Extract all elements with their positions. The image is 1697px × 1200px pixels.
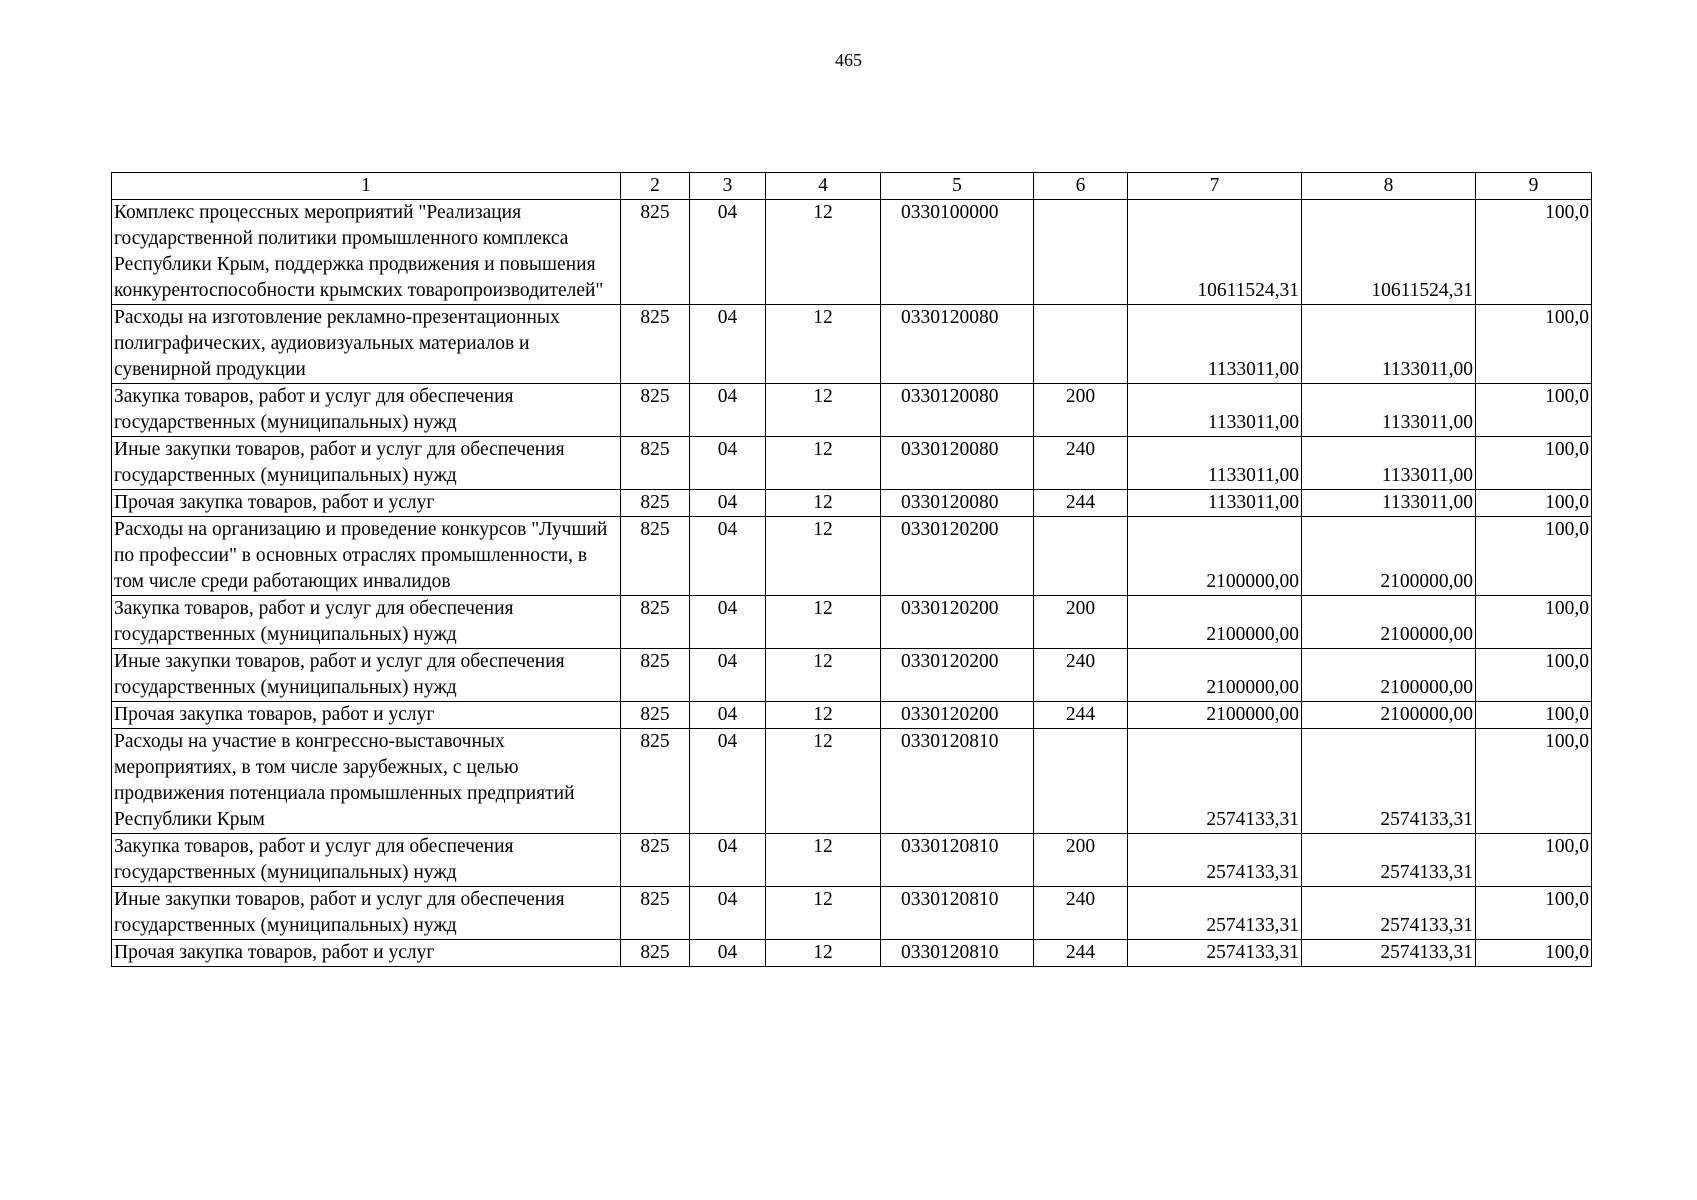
expense-name: Расходы на изготовление рекламно-презентационных полиграфических, аудиовизуальных материалов и сувенирной продукции	[112, 305, 621, 384]
executed-amount: 2574133,31	[1302, 940, 1476, 967]
expense-type-code: 200	[1034, 596, 1128, 649]
subsection-code: 12	[766, 834, 881, 887]
execution-percent: 100,0	[1476, 940, 1592, 967]
subsection-code: 12	[766, 305, 881, 384]
target-article-code: 0330120200	[881, 649, 1034, 702]
expense-type-code: 200	[1034, 384, 1128, 437]
target-article-code: 0330120080	[881, 490, 1034, 517]
expense-type-code: 244	[1034, 702, 1128, 729]
planned-amount: 2574133,31	[1128, 729, 1302, 834]
header-row	[112, 173, 1592, 200]
section-code: 04	[690, 596, 766, 649]
expense-name: Прочая закупка товаров, работ и услуг	[112, 940, 621, 967]
budget-table	[111, 172, 1592, 967]
subsection-code: 12	[766, 200, 881, 305]
table-row	[112, 702, 1592, 729]
column-header: 6	[1034, 173, 1128, 200]
expense-type-code: 244	[1034, 490, 1128, 517]
expense-type-code	[1034, 729, 1128, 834]
expense-name: Иные закупки товаров, работ и услуг для обеспечения государственных (муниципальных) нужд	[112, 649, 621, 702]
planned-amount: 1133011,00	[1128, 305, 1302, 384]
target-article-code: 0330120200	[881, 702, 1034, 729]
ministry-code: 825	[621, 834, 690, 887]
executed-amount: 1133011,00	[1302, 305, 1476, 384]
column-header: 2	[621, 173, 690, 200]
subsection-code: 12	[766, 702, 881, 729]
executed-amount: 2100000,00	[1302, 702, 1476, 729]
planned-amount: 2574133,31	[1128, 834, 1302, 887]
subsection-code: 12	[766, 887, 881, 940]
expense-name: Иные закупки товаров, работ и услуг для обеспечения государственных (муниципальных) нужд	[112, 887, 621, 940]
execution-percent: 100,0	[1476, 887, 1592, 940]
target-article-code: 0330120810	[881, 887, 1034, 940]
section-code: 04	[690, 834, 766, 887]
section-code: 04	[690, 384, 766, 437]
expense-name: Закупка товаров, работ и услуг для обеспечения государственных (муниципальных) нужд	[112, 596, 621, 649]
section-code: 04	[690, 305, 766, 384]
planned-amount: 1133011,00	[1128, 384, 1302, 437]
planned-amount: 2100000,00	[1128, 649, 1302, 702]
expense-name: Расходы на организацию и проведение конкурсов "Лучший по профессии" в основных отраслях промышленности, в том числе среди работающих инвалидов	[112, 517, 621, 596]
expense-type-code: 244	[1034, 940, 1128, 967]
executed-amount: 1133011,00	[1302, 490, 1476, 517]
expense-name: Прочая закупка товаров, работ и услуг	[112, 490, 621, 517]
expense-name: Иные закупки товаров, работ и услуг для обеспечения государственных (муниципальных) нужд	[112, 437, 621, 490]
expense-type-code	[1034, 305, 1128, 384]
executed-amount: 2574133,31	[1302, 729, 1476, 834]
subsection-code: 12	[766, 596, 881, 649]
execution-percent: 100,0	[1476, 596, 1592, 649]
ministry-code: 825	[621, 729, 690, 834]
expense-name: Закупка товаров, работ и услуг для обеспечения государственных (муниципальных) нужд	[112, 834, 621, 887]
executed-amount: 2100000,00	[1302, 596, 1476, 649]
table-row	[112, 200, 1592, 305]
target-article-code: 0330120080	[881, 437, 1034, 490]
executed-amount: 1133011,00	[1302, 384, 1476, 437]
target-article-code: 0330120810	[881, 834, 1034, 887]
executed-amount: 10611524,31	[1302, 200, 1476, 305]
ministry-code: 825	[621, 200, 690, 305]
table-row	[112, 887, 1592, 940]
planned-amount: 1133011,00	[1128, 437, 1302, 490]
subsection-code: 12	[766, 649, 881, 702]
planned-amount: 2100000,00	[1128, 517, 1302, 596]
column-header: 7	[1128, 173, 1302, 200]
section-code: 04	[690, 702, 766, 729]
column-header: 5	[881, 173, 1034, 200]
executed-amount: 2100000,00	[1302, 649, 1476, 702]
table-row	[112, 834, 1592, 887]
table-row	[112, 305, 1592, 384]
ministry-code: 825	[621, 596, 690, 649]
table-row	[112, 437, 1592, 490]
column-header: 3	[690, 173, 766, 200]
executed-amount: 2574133,31	[1302, 834, 1476, 887]
section-code: 04	[690, 729, 766, 834]
execution-percent: 100,0	[1476, 384, 1592, 437]
execution-percent: 100,0	[1476, 437, 1592, 490]
target-article-code: 0330100000	[881, 200, 1034, 305]
column-header: 4	[766, 173, 881, 200]
section-code: 04	[690, 437, 766, 490]
table-row	[112, 940, 1592, 967]
target-article-code: 0330120810	[881, 729, 1034, 834]
column-header: 8	[1302, 173, 1476, 200]
ministry-code: 825	[621, 437, 690, 490]
section-code: 04	[690, 517, 766, 596]
execution-percent: 100,0	[1476, 702, 1592, 729]
ministry-code: 825	[621, 517, 690, 596]
subsection-code: 12	[766, 517, 881, 596]
column-header: 1	[112, 173, 621, 200]
target-article-code: 0330120200	[881, 596, 1034, 649]
section-code: 04	[690, 200, 766, 305]
execution-percent: 100,0	[1476, 834, 1592, 887]
planned-amount: 10611524,31	[1128, 200, 1302, 305]
page-number: 465	[835, 50, 862, 70]
table-row	[112, 517, 1592, 596]
column-header: 9	[1476, 173, 1592, 200]
target-article-code: 0330120200	[881, 517, 1034, 596]
executed-amount: 1133011,00	[1302, 437, 1476, 490]
execution-percent: 100,0	[1476, 517, 1592, 596]
planned-amount: 2100000,00	[1128, 702, 1302, 729]
ministry-code: 825	[621, 887, 690, 940]
ministry-code: 825	[621, 384, 690, 437]
expense-name: Комплекс процессных мероприятий "Реализация государственной политики промышленного комплекса Республики Крым, поддержка продвижения и повышения конкурентоспособности крымских товаропроизводителей"	[112, 200, 621, 305]
execution-percent: 100,0	[1476, 729, 1592, 834]
executed-amount: 2574133,31	[1302, 887, 1476, 940]
executed-amount: 2100000,00	[1302, 517, 1476, 596]
section-code: 04	[690, 490, 766, 517]
section-code: 04	[690, 887, 766, 940]
execution-percent: 100,0	[1476, 305, 1592, 384]
expense-type-code: 240	[1034, 649, 1128, 702]
target-article-code: 0330120080	[881, 384, 1034, 437]
expense-type-code: 200	[1034, 834, 1128, 887]
planned-amount: 2574133,31	[1128, 940, 1302, 967]
expense-type-code	[1034, 200, 1128, 305]
section-code: 04	[690, 649, 766, 702]
ministry-code: 825	[621, 305, 690, 384]
expense-name: Расходы на участие в конгрессно-выставочных мероприятиях, в том числе зарубежных, с целью продвижения потенциала промышленных предприятий Республики Крым	[112, 729, 621, 834]
table-row	[112, 729, 1592, 834]
table-row	[112, 384, 1592, 437]
expense-name: Закупка товаров, работ и услуг для обеспечения государственных (муниципальных) нужд	[112, 384, 621, 437]
subsection-code: 12	[766, 940, 881, 967]
execution-percent: 100,0	[1476, 649, 1592, 702]
subsection-code: 12	[766, 384, 881, 437]
expense-type-code	[1034, 517, 1128, 596]
planned-amount: 1133011,00	[1128, 490, 1302, 517]
execution-percent: 100,0	[1476, 490, 1592, 517]
subsection-code: 12	[766, 437, 881, 490]
execution-percent: 100,0	[1476, 200, 1592, 305]
expense-name: Прочая закупка товаров, работ и услуг	[112, 702, 621, 729]
ministry-code: 825	[621, 490, 690, 517]
planned-amount: 2574133,31	[1128, 887, 1302, 940]
section-code: 04	[690, 940, 766, 967]
ministry-code: 825	[621, 702, 690, 729]
table-row	[112, 649, 1592, 702]
table-row	[112, 490, 1592, 517]
target-article-code: 0330120810	[881, 940, 1034, 967]
table-row	[112, 596, 1592, 649]
expense-type-code: 240	[1034, 887, 1128, 940]
subsection-code: 12	[766, 490, 881, 517]
target-article-code: 0330120080	[881, 305, 1034, 384]
expense-type-code: 240	[1034, 437, 1128, 490]
ministry-code: 825	[621, 940, 690, 967]
ministry-code: 825	[621, 649, 690, 702]
subsection-code: 12	[766, 729, 881, 834]
planned-amount: 2100000,00	[1128, 596, 1302, 649]
